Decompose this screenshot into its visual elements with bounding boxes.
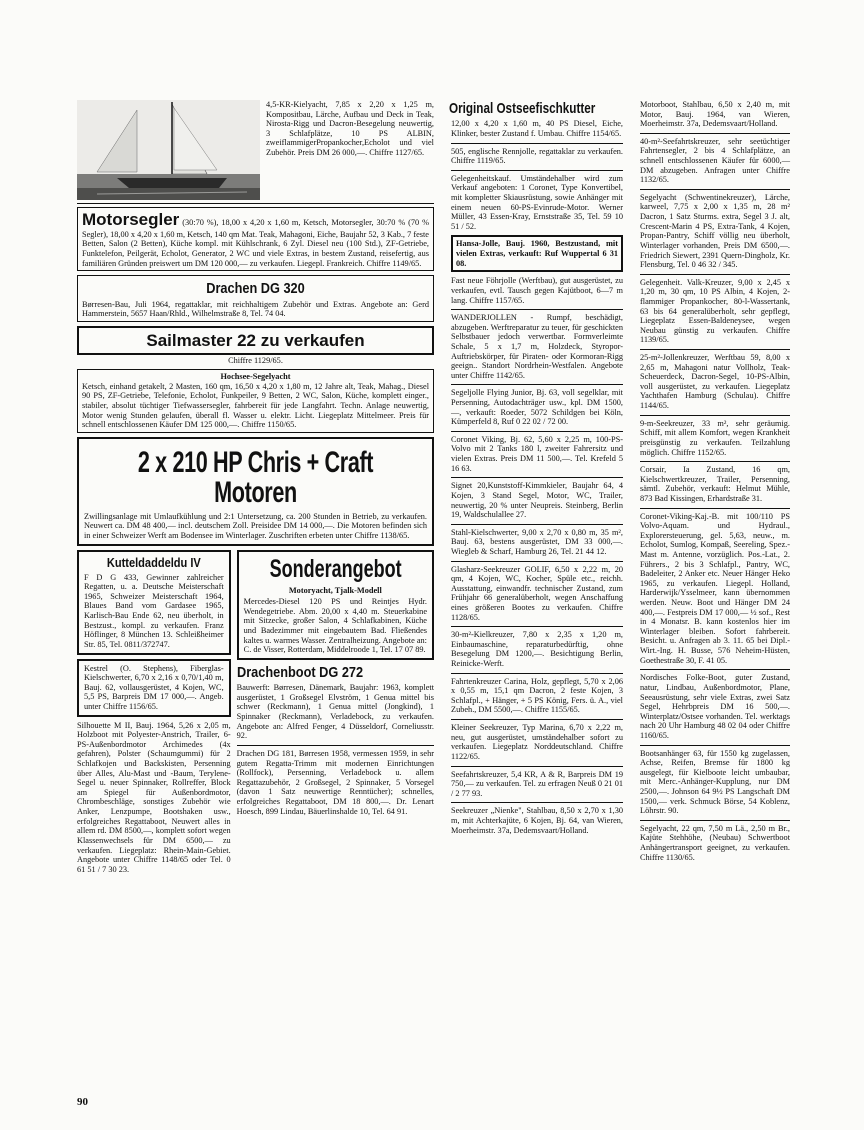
sailmaster-title: Sailmaster 22 zu verkaufen bbox=[146, 330, 365, 350]
column-right bbox=[640, 100, 790, 866]
ad-bootsanhaenger: Bootsanhänger 63, für 1550 kg zugelassen, Achse, Reifen, Bremse für 1800 kg ausgelegt, für Kielboote leicht umbaubar, mit Merc.-Anhänger-Kupplung, nur DM 2500,—. Johnson 64 9½ PS Langschaft DM 1500,— verk. Schmuck Börse, 54 Koblenz, Löhrstr. 90. bbox=[640, 748, 790, 816]
ostsee-title: Original Ostseefischkutter bbox=[449, 100, 596, 117]
ad-seekreuzer-9m: 9-m-Seekreuzer, 33 m², sehr geräumig. Schiff, mit allem Komfort, wegen Krankheit preisgünstig zu verkaufen. Teilzahlung möglich. Chiffre 1152/65. bbox=[640, 418, 790, 457]
ad-chris-craft bbox=[77, 437, 434, 546]
ad-kutteldaddeldu bbox=[77, 550, 231, 655]
ad-signet: Signet 20,Kunststoff-Kimmkieler, Baujahr 64, 4 Kojen, 3 Stand Segel, Motor, WC, Trailer, neuwertig, 20 % unter Neupreis. Steinberg, Berlin 19, Waldschulallee 27. bbox=[451, 481, 623, 520]
ad-segelyacht-22: Segelyacht, 22 qm, 7,50 m Lä., 2,50 m Br., Kajüte Stehhöhe, (Neubau) Schwertboot Anhängertransport geeignet, zu verkaufen. Chiffre 1130/65. bbox=[640, 823, 790, 862]
ad-motorboot: Motorboot, Stahlbau, 6,50 x 2,40 m, mit Motor, Bauj. 1964, van Wieren, Moerheimstr. 37a, Dedemsvaart/Holland. bbox=[640, 100, 790, 129]
ad-jollenkreuzer-25: 25-m²-Jollenkreuzer, Werftbau 59, 8,00 x 2,65 m, Mahagoni natur Vollholz, Teak-Scheuerdeck, Dacron-Segel, 10-PS-Albin, voll ausgerüstet, zu verkaufen. Liegeplatz Yachthafen Hamburg (Schulau). Chiffre 1144/65. bbox=[640, 353, 790, 411]
motorsegler-text: (30:70 %), 18,00 x 4,20 x 1,60 m, Ketsch, Motorsegler, 30:70 % (70 % Segler), 18,00 x 4,20 x 1,60 m, Ketsch, 140 qm Mat. Teak, Mahagoni, Eiche, Baujahr 52, 3 Kab., 7 feste Betten, Salon (2 Betten), Küche kompl. mit Kühlschrank, 6 Zyl. Diesel neu (100 Std.), ZF-Getriebe, Funktelefon, Peilgerät, Echolot, Generator, 2 WC und viele Extras, in bestem Zustand, reisefertig, aus familiären Gründen preiswert um DM 120 000,— zu verkaufen. Liegepl. Frankreich. Chiffre 1149/65. bbox=[82, 218, 429, 268]
ad-stahl-kielschwerter: Stahl-Kielschwerter, 9,00 x 2,70 x 0,80 m, 35 m², Bauj. 63, bestens ausgerüstet, DM 33 000,—. Wiegleb & Scharf, Hamburg 26, Tel. 21 44 12. bbox=[451, 527, 623, 556]
sonder-subtitle: Motoryacht, Tjalk-Modell bbox=[288, 585, 382, 595]
chris-text: Zwillingsanlage mit Umlaufkühlung und 2:1 Untersetzung, ca. 200 Stunden in Betrieb, zu verkaufen. Neuwert ca. DM 48 400,— incl. deutschem Zoll. Preisidee DM 14 000,—. Die Motoren befinden sich in einer Schweizer Werft am Bodensee im Winterlager. Zuschriften erbeten unter Chiffre 1138/65. bbox=[84, 511, 427, 540]
ad-foehrjolle: Fast neue Föhrjolle (Werftbau), gut ausgerüstet, zu verkaufen, evtl. Tausch gegen Kajütboot, 6—7 m lang. Chiffre 1157/65. bbox=[451, 276, 623, 305]
ad-sailmaster bbox=[77, 326, 434, 356]
ad-corsair: Corsair, Ia Zustand, 16 qm, Kielschwertkreuzer, Trailer, Persenning, sämtl. Zubehör, verkauft: Helmut Mühle, 873 Bad Kissingen, Erhardstraße 31. bbox=[640, 465, 790, 503]
column-left bbox=[77, 100, 434, 878]
kielyacht-text: 4,5-KR-Kielyacht, 7,85 x 2,20 x 1,25 m, Kompositbau, Lärche, Aufbau und Deck in Teak, Nirosta-Rigg und Dacron-Besegelung neuwertig, 3 Schlafplätze, 10 PS ALBIN, zweiflammigerPropankocher,Echolot und viel Zubehör. Preis DM 26 000,—. Chiffre 1127/65. bbox=[266, 100, 434, 158]
ad-motorsegler bbox=[77, 207, 434, 271]
ad-kleiner-seekreuzer: Kleiner Seekreuzer, Typ Marina, 6,70 x 2,22 m, neu, gut ausgerüstet, umständehalber sofort zu verkaufen. Liegeplatz Norddeutschland. Chiffre 1122/65. bbox=[451, 723, 623, 761]
ad-glasharz: Glasharz-Seekreuzer GOLIF, 6,50 x 2,22 m, 20 qm, 4 Kojen, WC, Kocher, Spüle etc., reichh. Ausstattung, einwandfr. technischer Zustand, zum Frühjahr 66 generalüberholt, wegen Anschaffung eines größeren Bootes zu verkaufen. Chiffre 1128/65. bbox=[451, 564, 623, 622]
ad-gelegenheitskauf: Gelegenheitskauf. Umständehalber wird zum Verkauf angeboten: 1 Coronet, Type Konvertibel, mit kompletter Skiausrüstung, sowie Anhänger mit einem neuen 60-PS-Evinrude-Motor. Werner Müller, 43 Essen-Kray, Ernststraße 35, Tel. 59 10 51 / 52. bbox=[451, 173, 623, 231]
ad-hochsee bbox=[77, 369, 434, 433]
ad-seefahrtskreuzer-40: 40-m²-Seefahrtskreuzer, sehr seetüchtiger Fahrtensegler, 2 bis 4 Schlafplätze, an schnell entschlossenen Käufer für 6000,— DM abzugeben. Anfragen unter Chiffre 1132/65. bbox=[640, 136, 790, 185]
ad-kestrel bbox=[77, 659, 231, 717]
sailboat-icon bbox=[77, 100, 260, 200]
ad-seefahrtskreuzer: Seefahrtskreuzer, 5,4 KR, A & R, Barpreis DM 19 750,— zu verkaufen. Tel. zu erfragen Neuß 0 21 01 / 2 77 93. bbox=[451, 769, 623, 798]
drachenboot-text: Bauwerft: Børresen, Dänemark, Baujahr: 1963, komplett ausgerüstet, 1 Großsegel Elvström, 1 Genua mittel bis schwer (Reckmann), 1 Genua mittel (Jongkind), 1 Spinnaker (Reckmann), Verladebock, zu verkaufen. Angebote an: Alfred Fenger, 4 Düsseldorf, Corneliusstr. 92. bbox=[236, 683, 434, 741]
ad-silhouette: Silhouette M II, Bauj. 1964, 5,26 x 2,05 m, Holzboot mit Polyester-Anstrich, Trailer, 6-PS-Außenbordmotor Archimedes (4x gefahren), Polster (Schaumgummi) für 2 Schlafkojen und Backskisten, Persenning über Alles, Alu-Mast und -Baum, Terylene-Segel u. neuer Spinnaker, Rollreffer, Block am Spiegel für Außenbordmotor, Chrombeschläge, sonstiges Zubehör wie Anker, Lenzpumpe, Bootshaken usw., erfolgreiches Regattaboot, Neuwert alles in allem rd. DM 8500,—, komplett sofort wegen Klassenwechsels für DM 6500,— zu verkaufen. Liegeplatz: Rhein-Main-Gebiet. Angebote unter Chiffre 1148/65 oder Tel. 0 61 51 / 7 30 23. bbox=[77, 720, 231, 874]
ad-kielkreuzer-30: 30-m²-Kielkreuzer, 7,80 x 2,35 x 1,20 m, Einbaumaschine, reparaturbedürftig, ohne Besegelung DM 1200,—. Besichtigung Berlin, Reinicke-Werft. bbox=[451, 630, 623, 669]
ad-segeljolle: Segeljolle Flying Junior, Bj. 63, voll segelklar, mit Persenning, Autodachträger usw., kpl. DM 1500,—, verkauft: Roeder, 5072 Schildgen bei Köln, Kümperfeld 8, Ruf 0 22 02 / 72 00. bbox=[451, 388, 623, 427]
ad-valk-kreuzer: Gelegenheit. Valk-Kreuzer, 9,00 x 2,45 x 1,20 m, 30 qm, 10 PS Albin, 4 Kojen, 2-flammiger Propankocher, 80-l-Wassertank, 63 bis 64 generalüberholt, sehr gepflegt, Liegeplatz Essen-Baldeneysee, wegen Neubau günstig zu verkaufen. Chiffre 1139/65. bbox=[640, 277, 790, 345]
sailmaster-chiffre: Chiffre 1129/65. bbox=[228, 356, 283, 366]
kutt-text: F D G 433, Gewinner zahlreicher Regatten, u. a. Deutsche Meisterschaft 1965, Schweizer Meisterschaft 1964, Blaues Band vom Gardasee 1965, Karlisch-Bau Ende 62, neu überholt, in Bestzust., kompl. zu verkaufen. Franz Höflinger, 8 München 13. Schleißheimer Str. 85, Tel. 0811/372747. bbox=[84, 572, 224, 649]
kestrel-text: Kestrel (O. Stephens), Fiberglas-Kielschwerter, 6,70 x 2,16 x 0,70/1,40 m, Bauj. 62, vollausgerüstet, 4 Kojen, WC, 5,5 PS, Barpreis DM 17 000,—. Angeb. unter Chiffre 1156/65. bbox=[84, 663, 224, 711]
column-middle bbox=[451, 100, 623, 839]
ad-nienke: Seekreuzer „Nienke", Stahlbau, 8,50 x 2,70 x 1,30 m, mit Achterkajüte, 6 Kojen, Bj. 64, van Wieren, Moerheimstr. 37a, Dedemsvaart/Holland. bbox=[451, 806, 623, 835]
drachen-text: Børresen-Bau, Juli 1964, regattaklar, mit reichhaltigem Zubehör und Extras. Angebote an: Gerd Hammerstein, 5657 Haan/Rhld., Wilhelmstraße 8, Tel. 74 04. bbox=[82, 299, 429, 319]
sailboat-photo bbox=[77, 100, 260, 200]
page-number: 90 bbox=[77, 1096, 88, 1108]
sonder-title: Sonderangebot bbox=[269, 554, 402, 583]
hochsee-text: Ketsch, einhand getakelt, 2 Masten, 160 qm, 16,50 x 4,20 x 1,80 m, 12 Jahre alt, Teak, Mahag., Diesel 90 PS, ZF-Getriebe, Telefonie, Echolot, Funkpeiler, 9 Betten, 2 WC, Salon, Küche, komplett einger., stabiler, absolut tüchtiger Tiefwassersegler, fahrbereit für jede Langfahrt. Techn. Anlage neuwertig, Motor wenig Stunden gelaufen, überall fl. Wasser u. elektr. Licht. Liegeplatz Mittelmeer. Preis für schnell entschlossenen Käufer DM 125 000,—. Chiffre 1150/65. bbox=[82, 381, 429, 430]
motorsegler-title: Motorsegler bbox=[82, 210, 180, 229]
ad-segelyacht-schwentine: Segelyacht (Schwentinekreuzer), Lärche, karweel, 7,75 x 2,00 x 1,35 m, 28 m² Dacron, 1 Satz Sturms. extra, Segel 3 J. alt, Crescent-Marin 4 PS, Extra-Tank, 4 Kojen, Propan-Pantry, Schiff völlig neu überholt, Winterlager vorhanden, Preis DM 6500,—. Friedrich Siewert, 2391 Quern-Dingholz, Kr. Flensburg, Tel. 0 46 32 / 345. bbox=[640, 192, 790, 270]
ad-carina: Fahrtenkreuzer Carina, Holz, gepflegt, 5,70 x 2,06 x 0,55 m, 15,1 qm Dacron, 2 feste Kojen, 3 Schlafpl., + Hänger, + 5 PS König, Fers. ü. A., viel Zubeh., DM 5500,—. Chiffre 1155/65. bbox=[451, 676, 623, 715]
drachenboot-title: Drachenboot DG 272 bbox=[236, 663, 363, 681]
ad-sonderangebot bbox=[237, 550, 434, 660]
ostsee-text: 12,00 x 4,20 x 1,60 m, 40 PS Diesel, Eiche, Klinker, bester Zustand f. Umbau. Chiffre 1154/65. bbox=[451, 119, 623, 138]
ad-hansa-jolle bbox=[451, 235, 623, 272]
ad-coronet-viking: Coronet Viking, Bj. 62, 5,60 x 2,25 m, 100-PS-Volvo mit 2 Tanks 180 l, zweiter Fahrersitz und vielen Extras. Preis DM 11 500,—. Tel. Krefeld 5 16 63. bbox=[451, 434, 623, 473]
chris-title: 2 x 210 HP Chris + Craft Motoren bbox=[137, 445, 374, 509]
hansa-text: Hansa-Jolle, Bauj. 1960, Bestzustand, mit vielen Extras, verkauft: Ruf Wuppertal 6 31 08. bbox=[456, 239, 618, 268]
ad-coronet-viking-kaj: Coronet-Viking-Kaj.-B. mit 100/110 PS Volvo-Aquam. und Hydraul., Explorersteuerung, gel. 5,63, neuw., m. Echolot, Sumlog, Kompaß, Seereling, Spez.-Mast m. Antenne, vorzüglich. Pos.-Lat., 2. Führers., 2 bis 3 Schlafpl., Pantry, WC, Badeleiter, 2 Anker etc. Neuer Hänger Heko 1965, zu verkaufen. Liegepl. Holland, Harderwijk/Ysselmeer, kann übernommen werden. Neuw. Boot und Hänger DM 24 400,—. Festpreis DM 17 000,— ½ sof., Rest in 4 Monatsr. B. kann kostenlos hier im Winterlager bleiben. Sofort fahrbereit. Besicht. u. Anfragen ab 3. 11. 65 bei Dipl.-Wirt.-Ing. H. Busse, 576 Neheim-Hüsten, Goethestraße 30, F. 41 05. bbox=[640, 511, 790, 665]
ad-drachen-181: Drachen DG 181, Børresen 1958, vermessen 1959, in sehr gutem Regatta-Trimm mit modernen Einrichtungen (Rollfock), Persenning, Verladebock u. allem Regattazubehör, 2 Großsegel, 2 Spinnaker, 5 Vorsegel (davon 1 Satz neuwertige Renntücher); schnelles, erfolgreiches Regattaboot, DM 18 800,—. Dr. Lenart Hoesch, 899 Lindau, Bäuerlinshalde 10, Tel. 64 91. bbox=[236, 748, 434, 816]
ad-drachen-320 bbox=[77, 275, 434, 322]
sonder-text: Mercedes-Diesel 120 PS und Reintjes Hydr. Wendegetriebe. Abm. 20,00 x 4,40 m. Steuerkabine mit Sitzecke, großer Salon, 4 Schlafkabinen, Küche und Badezimmer mit eingebautem Bad. Fließendes kaltes u. warmes Wasser. Zentralheizung. Angebote an: C. de Visser, Rotterdam, Middelroode 1, Tel. 17 07 89. bbox=[243, 597, 427, 655]
drachen-title: Drachen DG 320 bbox=[206, 280, 305, 298]
ad-folke-boot: Nordisches Folke-Boot, guter Zustand, natur, Lindbau, Außenbordmotor, Plane, Seeausrüstung, sehr viele Extras, zwei Satz Segel, Hehrbpreis DM 16 500,—. Winterplatz/Ostsee vorhanden. Tel. werktags nach 20 Uhr Hamburg 48 02 04 oder Chiffre 1160/65. bbox=[640, 673, 790, 740]
ad-kielyacht bbox=[77, 100, 434, 200]
ad-rennjolle: 505, englische Rennjolle, regattaklar zu verkaufen. Chiffre 1119/65. bbox=[451, 146, 623, 166]
ad-wanderjollen: WANDERJOLLEN - Rumpf, beschädigt, abzugeben. Werftreparatur zu teuer, für geschickten Selbstbauer jedoch verwertbar. Formverleimte Schale, 5 x 1,7 m, Holzdeck, Styropor-Auftriebskörper, für Piraten- oder Kormoran-Rigg geeign.. Standort Nordrhein-Westfalen. Angebote unter Chiffre 1142/65. bbox=[451, 313, 623, 380]
hochsee-title: Hochsee-Segelyacht bbox=[220, 372, 291, 382]
kutt-title: Kutteldaddeldu IV bbox=[106, 554, 201, 570]
row-kutt-sonder bbox=[77, 550, 434, 879]
